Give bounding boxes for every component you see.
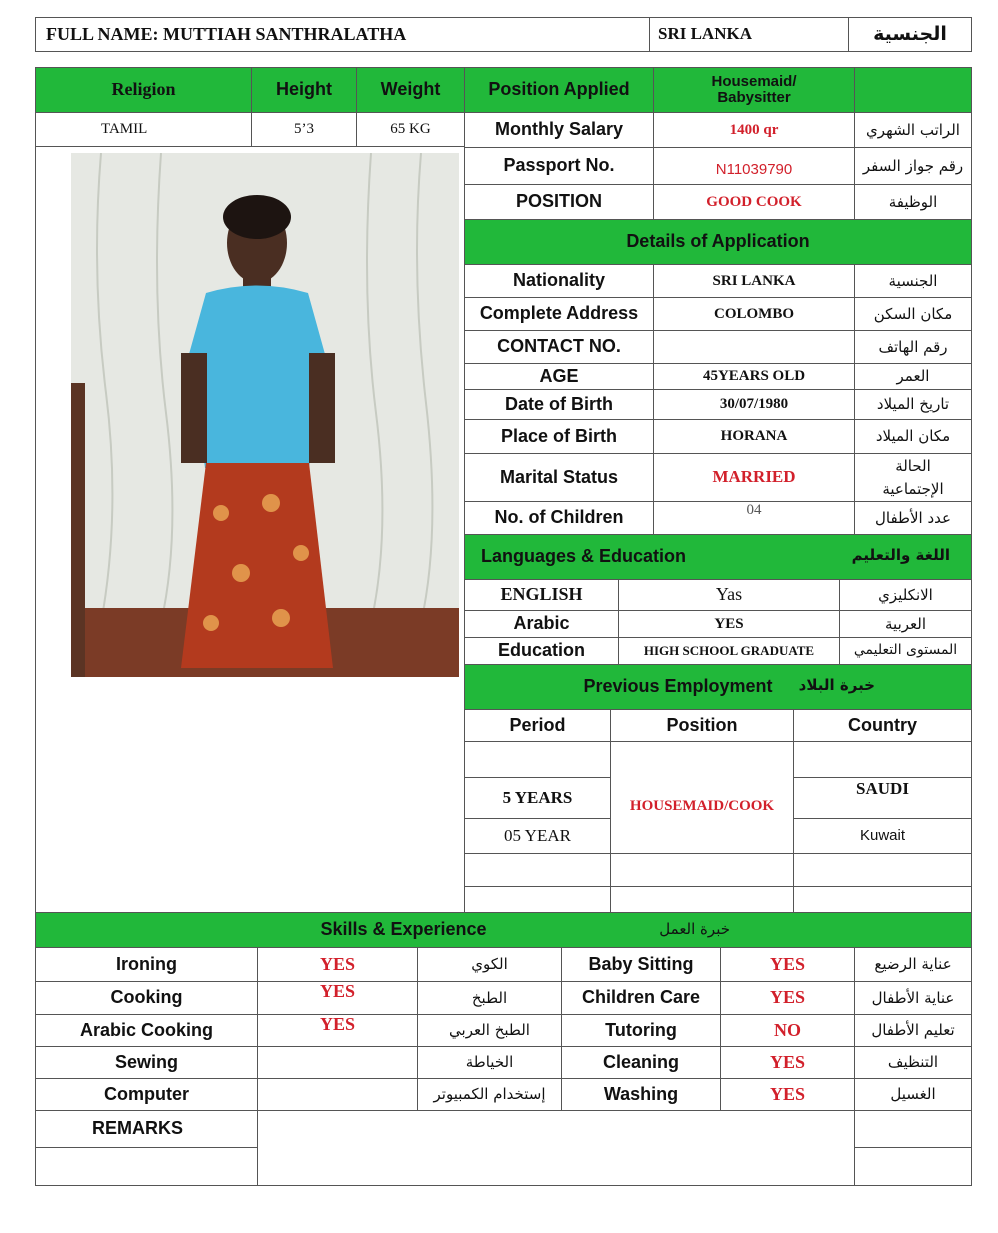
skill-value-ironing: YES: [257, 947, 418, 982]
skill-value-computer: [257, 1078, 418, 1111]
lang-label-arabic: Arabic: [464, 610, 619, 638]
remarks-label: REMARKS: [35, 1110, 258, 1148]
lang-ar-english: الانكليزي: [839, 579, 972, 611]
monthly-salary-label: Monthly Salary: [464, 112, 654, 148]
detail-value-contact: [653, 330, 855, 364]
header-country: SRI LANKA: [649, 17, 849, 52]
lang-value-education: HIGH SCHOOL GRADUATE: [618, 637, 840, 665]
employment-blank-period: [464, 741, 611, 778]
skill-label-children-care: Children Care: [561, 981, 721, 1015]
languages-title-ar: اللغة والتعليم: [851, 546, 950, 564]
skill-value-cleaning: YES: [720, 1046, 855, 1079]
skill-label-tutoring: Tutoring: [561, 1014, 721, 1047]
skill-label-washing: Washing: [561, 1078, 721, 1111]
detail-label-pob: Place of Birth: [464, 419, 654, 454]
lang-ar-education: المستوى التعليمي: [839, 637, 972, 665]
detail-ar-pob: مكان الميلاد: [854, 419, 972, 454]
details-title: Details of Application: [464, 219, 972, 265]
detail-value-dob: 30/07/1980: [653, 389, 855, 420]
detail-ar-contact: رقم الهاتف: [854, 330, 972, 364]
skill-label-cleaning: Cleaning: [561, 1046, 721, 1079]
detail-label-address: Complete Address: [464, 297, 654, 331]
remarks-left-2: [35, 1147, 258, 1186]
position-ar: الوظيفة: [854, 184, 972, 220]
detail-label-age: AGE: [464, 363, 654, 390]
detail-value-address: COLOMBO: [653, 297, 855, 331]
remarks-right-1: [854, 1110, 972, 1148]
skill-ar-arabic-cooking: الطبخ العربي: [417, 1014, 562, 1047]
skills-title: Skills & Experience: [35, 912, 972, 948]
weight-value: 65 KG: [356, 112, 465, 147]
weight-label: Weight: [356, 67, 465, 113]
detail-value-nationality: SRI LANKA: [653, 264, 855, 298]
skill-value-children-care: YES: [720, 981, 855, 1015]
skill-ar-tutoring: تعليم الأطفال: [854, 1014, 972, 1047]
skill-value-sewing: [257, 1046, 418, 1079]
remarks-content: [257, 1110, 855, 1186]
skill-value-tutoring: NO: [720, 1014, 855, 1047]
detail-label-marital: Marital Status: [464, 453, 654, 502]
remarks-right-2: [854, 1147, 972, 1186]
skill-label-computer: Computer: [35, 1078, 258, 1111]
passport-label: Passport No.: [464, 147, 654, 185]
detail-ar-dob: تاريخ الميلاد: [854, 389, 972, 420]
skill-value-arabic-cooking: YES: [257, 1014, 418, 1047]
monthly-salary-value: 1400 qr: [653, 112, 855, 148]
skill-label-sewing: Sewing: [35, 1046, 258, 1079]
employment-blank-row-2: [610, 853, 794, 887]
employment-header-position: Position: [610, 709, 794, 742]
employment-blank-row-5: [610, 886, 794, 913]
passport-ar: رقم جواز السفر: [854, 147, 972, 185]
passport-value: N11039790: [653, 147, 855, 185]
detail-ar-address: مكان السكن: [854, 297, 972, 331]
position-applied-blank: [854, 67, 972, 113]
detail-label-nationality: Nationality: [464, 264, 654, 298]
position-value: GOOD COOK: [653, 184, 855, 220]
detail-label-children: No. of Children: [464, 501, 654, 535]
employment-blank-country: [793, 741, 972, 778]
detail-ar-marital: الحالة الإجتماعية: [854, 453, 972, 502]
religion-value: TAMIL: [35, 112, 252, 147]
employment-position-value: HOUSEMAID/COOK: [629, 797, 775, 814]
position-label: POSITION: [464, 184, 654, 220]
detail-label-contact: CONTACT NO.: [464, 330, 654, 364]
employment-period-1: 5 YEARS: [464, 777, 611, 819]
detail-ar-age: العمر: [854, 363, 972, 390]
height-value: 5’3: [251, 112, 357, 147]
header-country-ar: الجنسية: [848, 17, 972, 52]
position-applied-value: Housemaid/ Babysitter: [653, 67, 855, 113]
lang-value-english: Yas: [618, 579, 840, 611]
languages-title: Languages & Education: [464, 534, 972, 580]
skill-ar-sewing: الخياطة: [417, 1046, 562, 1079]
lang-ar-arabic: العربية: [839, 610, 972, 638]
applicant-photo: [71, 153, 459, 677]
skill-label-baby-sitting: Baby Sitting: [561, 947, 721, 982]
detail-value-pob: HORANA: [653, 419, 855, 454]
detail-value-children: 04: [653, 501, 855, 535]
height-label: Height: [251, 67, 357, 113]
skill-value-cooking: YES: [257, 981, 418, 1015]
skill-ar-ironing: الكوي: [417, 947, 562, 982]
employment-header-period: Period: [464, 709, 611, 742]
position-applied-label: Position Applied: [464, 67, 654, 113]
detail-value-age: 45YEARS OLD: [653, 363, 855, 390]
detail-ar-children: عدد الأطفال: [854, 501, 972, 535]
employment-header-country: Country: [793, 709, 972, 742]
skill-ar-cleaning: التنظيف: [854, 1046, 972, 1079]
religion-label: Religion: [35, 67, 252, 113]
employment-blank-row-4: [464, 886, 611, 913]
skill-value-baby-sitting: YES: [720, 947, 855, 982]
lang-label-education: Education: [464, 637, 619, 665]
skill-ar-cooking: الطبخ: [417, 981, 562, 1015]
employment-period-2: 05 YEAR: [464, 818, 611, 854]
employment-blank-row-3: [793, 853, 972, 887]
skill-label-arabic-cooking: Arabic Cooking: [35, 1014, 258, 1047]
skill-ar-computer: إستخدام الكمبيوتر: [417, 1078, 562, 1111]
skill-ar-washing: الغسيل: [854, 1078, 972, 1111]
monthly-salary-ar: الراتب الشهري: [854, 112, 972, 148]
detail-value-marital: MARRIED: [653, 453, 855, 502]
employment-blank-row-1: [464, 853, 611, 887]
employment-title-ar: خبرة البلاد: [798, 676, 875, 694]
detail-ar-nationality: الجنسية: [854, 264, 972, 298]
employment-country-1: SAUDI: [793, 777, 972, 819]
lang-label-english: ENGLISH: [464, 579, 619, 611]
lang-value-arabic: YES: [618, 610, 840, 638]
detail-label-dob: Date of Birth: [464, 389, 654, 420]
full-name: FULL NAME: MUTTIAH SANTHRALATHA: [35, 17, 650, 52]
skill-label-ironing: Ironing: [35, 947, 258, 982]
skills-title-ar: خبرة العمل: [659, 920, 730, 938]
employment-blank-row-6: [793, 886, 972, 913]
employment-country-2: Kuwait: [793, 818, 972, 854]
skill-label-cooking: Cooking: [35, 981, 258, 1015]
skill-value-washing: YES: [720, 1078, 855, 1111]
employment-title: Previous Employment: [464, 664, 972, 710]
skill-ar-children-care: عناية الأطفال: [854, 981, 972, 1015]
skill-ar-baby-sitting: عناية الرضيع: [854, 947, 972, 982]
